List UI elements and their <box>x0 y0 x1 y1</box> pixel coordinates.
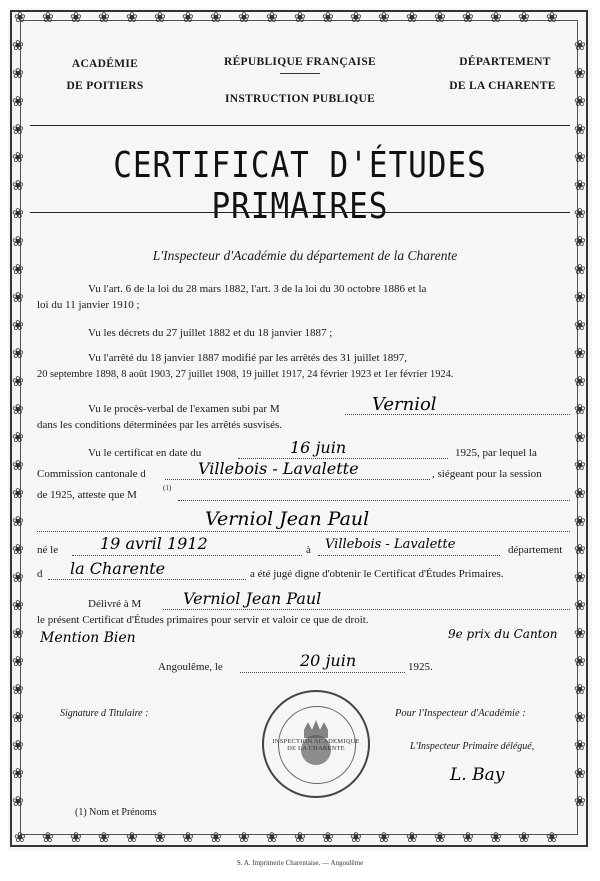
commission-label: Commission cantonale d <box>37 468 146 480</box>
ornament-icon: ❀ <box>574 347 586 362</box>
certificate-date-label: Vu le certificat en date du <box>88 447 202 459</box>
ornament-icon: ❀ <box>14 831 26 846</box>
place-label: Angoulême, le <box>158 661 223 673</box>
hw-mention: Mention Bien <box>40 630 136 646</box>
ornament-icon: ❀ <box>434 11 446 26</box>
seal-text: INSPECTION ACADEMIQUE DE LA CHARENTE <box>272 738 360 752</box>
ornament-icon: ❀ <box>12 179 24 194</box>
ornament-icon: ❀ <box>574 151 586 166</box>
ornament-icon: ❀ <box>42 831 54 846</box>
ornament-icon: ❀ <box>322 831 334 846</box>
hw-birth-date: 19 avril 1912 <box>100 534 208 553</box>
ornament-icon: ❀ <box>12 319 24 334</box>
ornament-icon: ❀ <box>294 11 306 26</box>
academy-line1: ACADÉMIE <box>71 58 139 70</box>
legal-ref-2: Vu les décrets du 27 juillet 1882 et du 18 janvier 1887 ; <box>88 327 333 339</box>
exam-conditions: dans les conditions déterminées par les arrêtés susvisés. <box>37 419 282 431</box>
ornament-icon: ❀ <box>574 739 586 754</box>
ornament-icon: ❀ <box>462 831 474 846</box>
legal-ref-1a: Vu l'art. 6 de la loi du 28 mars 1882, l'art. 3 de la loi du 30 octobre 1886 et la <box>88 283 427 295</box>
ornament-icon: ❀ <box>266 11 278 26</box>
ornament-icon: ❀ <box>14 11 26 26</box>
ornament-icon: ❀ <box>406 831 418 846</box>
ornament-icon: ❀ <box>574 39 586 54</box>
ornament-icon: ❀ <box>574 67 586 82</box>
ornament-icon: ❀ <box>518 11 530 26</box>
legal-ref-3b: 20 septembre 1898, 8 août 1903, 27 juillet 1908, 19 juillet 1917, 24 février 1923 et 1er février 1924. <box>37 369 454 380</box>
hw-prize: 9e prix du Canton <box>448 627 558 641</box>
ornament-icon: ❀ <box>574 571 586 586</box>
header-divider <box>280 73 320 74</box>
certificate-title: CERTIFICAT D'ÉTUDES PRIMAIRES <box>113 144 487 228</box>
ornament-icon: ❀ <box>154 11 166 26</box>
ornament-icon: ❀ <box>574 207 586 222</box>
department-line1: DÉPARTEMENT <box>459 56 551 68</box>
ornament-icon: ❀ <box>12 431 24 446</box>
ornament-icon: ❀ <box>12 515 24 530</box>
title-rule-top <box>30 125 570 126</box>
ornament-icon: ❀ <box>574 515 586 530</box>
issue-date-dots <box>240 672 405 673</box>
ornament-icon: ❀ <box>126 831 138 846</box>
footnote: (1) Nom et Prénoms <box>75 807 157 818</box>
ornament-icon: ❀ <box>12 627 24 642</box>
ornament-icon: ❀ <box>574 291 586 306</box>
birth-date-dots <box>72 555 302 556</box>
inspector-heading: L'Inspecteur d'Académie du département de la Charente <box>152 248 458 263</box>
legal-ref-1b: loi du 11 janvier 1910 ; <box>37 299 140 311</box>
ornament-icon: ❀ <box>12 599 24 614</box>
ornament-icon: ❀ <box>490 831 502 846</box>
ornament-icon: ❀ <box>574 263 586 278</box>
academy-seal <box>262 690 370 798</box>
ornament-icon: ❀ <box>546 11 558 26</box>
ornament-icon: ❀ <box>126 11 138 26</box>
session-dots <box>178 500 570 501</box>
inspector-label: Pour l'Inspecteur d'Académie : <box>395 708 526 719</box>
ornament-icon: ❀ <box>378 11 390 26</box>
session-label: de 1925, atteste que M <box>37 489 137 501</box>
ornament-icon: ❀ <box>378 831 390 846</box>
hw-birth-place: Villebois - Lavalette <box>325 537 456 552</box>
commission-dots <box>165 479 430 480</box>
ornament-icon: ❀ <box>574 459 586 474</box>
ornament-icon: ❀ <box>12 95 24 110</box>
commission-tail: , siégeant pour la session <box>432 468 542 480</box>
ornament-icon: ❀ <box>12 739 24 754</box>
ornament-icon: ❀ <box>12 711 24 726</box>
ornament-icon: ❀ <box>12 235 24 250</box>
ornament-icon: ❀ <box>350 11 362 26</box>
ornament-icon: ❀ <box>574 711 586 726</box>
ornament-icon: ❀ <box>574 795 586 810</box>
ornament-icon: ❀ <box>574 599 586 614</box>
department-dots <box>48 579 246 580</box>
ornament-icon: ❀ <box>12 543 24 558</box>
candidate-name-dots <box>37 531 570 532</box>
ornament-icon: ❀ <box>238 11 250 26</box>
ornament-icon: ❀ <box>98 11 110 26</box>
inspector-signature: L. Bay <box>450 765 505 785</box>
ornament-icon: ❀ <box>238 831 250 846</box>
ornament-icon: ❀ <box>12 375 24 390</box>
birth-place-label: à <box>306 544 311 556</box>
ornament-icon: ❀ <box>574 627 586 642</box>
instruction-line: INSTRUCTION PUBLIQUE <box>224 93 376 105</box>
ornament-icon: ❀ <box>574 179 586 194</box>
legal-ref-3a: Vu l'arrêté du 18 janvier 1887 modifié par les arrêtés des 31 juillet 1897, <box>88 352 408 364</box>
ornament-icon: ❀ <box>574 487 586 502</box>
present-certificate-text: le présent Certificat d'Études primaires pour servir et valoir ce que de droit. <box>37 614 369 626</box>
hw-candidate-full: Verniol Jean Paul <box>205 508 370 530</box>
ornament-icon: ❀ <box>182 831 194 846</box>
ornament-icon: ❀ <box>70 831 82 846</box>
academy-line2: DE POITIERS <box>66 80 144 92</box>
ornament-icon: ❀ <box>350 831 362 846</box>
ornament-icon: ❀ <box>12 291 24 306</box>
department-prefix: d <box>37 568 43 580</box>
ornament-icon: ❀ <box>574 767 586 782</box>
ornament-icon: ❀ <box>574 403 586 418</box>
ornament-icon: ❀ <box>574 319 586 334</box>
hw-delivered-to: Verniol Jean Paul <box>183 589 322 608</box>
ornament-icon: ❀ <box>12 67 24 82</box>
ornament-icon: ❀ <box>12 347 24 362</box>
ornament-icon: ❀ <box>12 795 24 810</box>
ornament-icon: ❀ <box>574 431 586 446</box>
ornament-icon: ❀ <box>294 831 306 846</box>
ornament-icon: ❀ <box>98 831 110 846</box>
hw-exam-date: 16 juin <box>290 438 347 457</box>
ornament-icon: ❀ <box>462 11 474 26</box>
ornament-icon: ❀ <box>210 831 222 846</box>
certificate-date-tail: 1925, par lequel la <box>455 447 537 459</box>
ornament-icon: ❀ <box>406 11 418 26</box>
ornament-icon: ❀ <box>490 11 502 26</box>
ornament-icon: ❀ <box>12 571 24 586</box>
title-rule-bottom <box>30 212 570 213</box>
ornament-icon: ❀ <box>12 403 24 418</box>
hw-department: la Charente <box>70 559 166 578</box>
hw-candidate-surname: Verniol <box>372 394 437 415</box>
ornament-icon: ❀ <box>12 263 24 278</box>
ornament-icon: ❀ <box>182 11 194 26</box>
ornament-icon: ❀ <box>434 831 446 846</box>
ornament-icon: ❀ <box>12 123 24 138</box>
ornament-icon: ❀ <box>12 459 24 474</box>
ornament-icon: ❀ <box>574 683 586 698</box>
ornament-icon: ❀ <box>322 11 334 26</box>
place-year: 1925. <box>408 661 433 673</box>
ornament-icon: ❀ <box>12 39 24 54</box>
ornament-icon: ❀ <box>574 375 586 390</box>
birth-label: né le <box>37 544 59 556</box>
ornament-icon: ❀ <box>574 123 586 138</box>
ornament-icon: ❀ <box>12 151 24 166</box>
ornament-icon: ❀ <box>266 831 278 846</box>
ornament-icon: ❀ <box>12 487 24 502</box>
ornament-icon: ❀ <box>12 767 24 782</box>
ornament-icon: ❀ <box>70 11 82 26</box>
ornament-icon: ❀ <box>574 543 586 558</box>
department-label: département <box>508 544 563 556</box>
ornament-icon: ❀ <box>12 683 24 698</box>
birth-place-dots <box>318 555 500 556</box>
printer-imprint: S. A. Imprimerie Charentaise. — Angoulême <box>236 859 364 867</box>
republic-line: RÉPUBLIQUE FRANÇAISE <box>223 56 376 68</box>
hw-issue-date: 20 juin <box>300 651 357 670</box>
ornament-icon: ❀ <box>210 11 222 26</box>
judged-worthy-text: a été jugé digne d'obtenir le Certificat d'Études Primaires. <box>250 568 504 580</box>
footnote-marker: (1) <box>163 484 172 492</box>
holder-signature-label: Signature d Titulaire : <box>60 708 149 719</box>
department-line2: DE LA CHARENTE <box>449 80 556 92</box>
delivered-dots <box>163 609 570 610</box>
ornament-icon: ❀ <box>518 831 530 846</box>
ornament-icon: ❀ <box>12 655 24 670</box>
hw-canton: Villebois - Lavalette <box>198 459 359 478</box>
ornament-icon: ❀ <box>574 235 586 250</box>
ornament-icon: ❀ <box>154 831 166 846</box>
exam-record-label: Vu le procès-verbal de l'examen subi par M <box>88 403 280 415</box>
ornament-icon: ❀ <box>574 95 586 110</box>
ornament-icon: ❀ <box>546 831 558 846</box>
ornament-icon: ❀ <box>12 207 24 222</box>
ornament-icon: ❀ <box>42 11 54 26</box>
delegate-label: L'Inspecteur Primaire délégué, <box>410 741 535 752</box>
delivered-label: Délivré à M <box>88 598 142 610</box>
ornament-icon: ❀ <box>574 655 586 670</box>
